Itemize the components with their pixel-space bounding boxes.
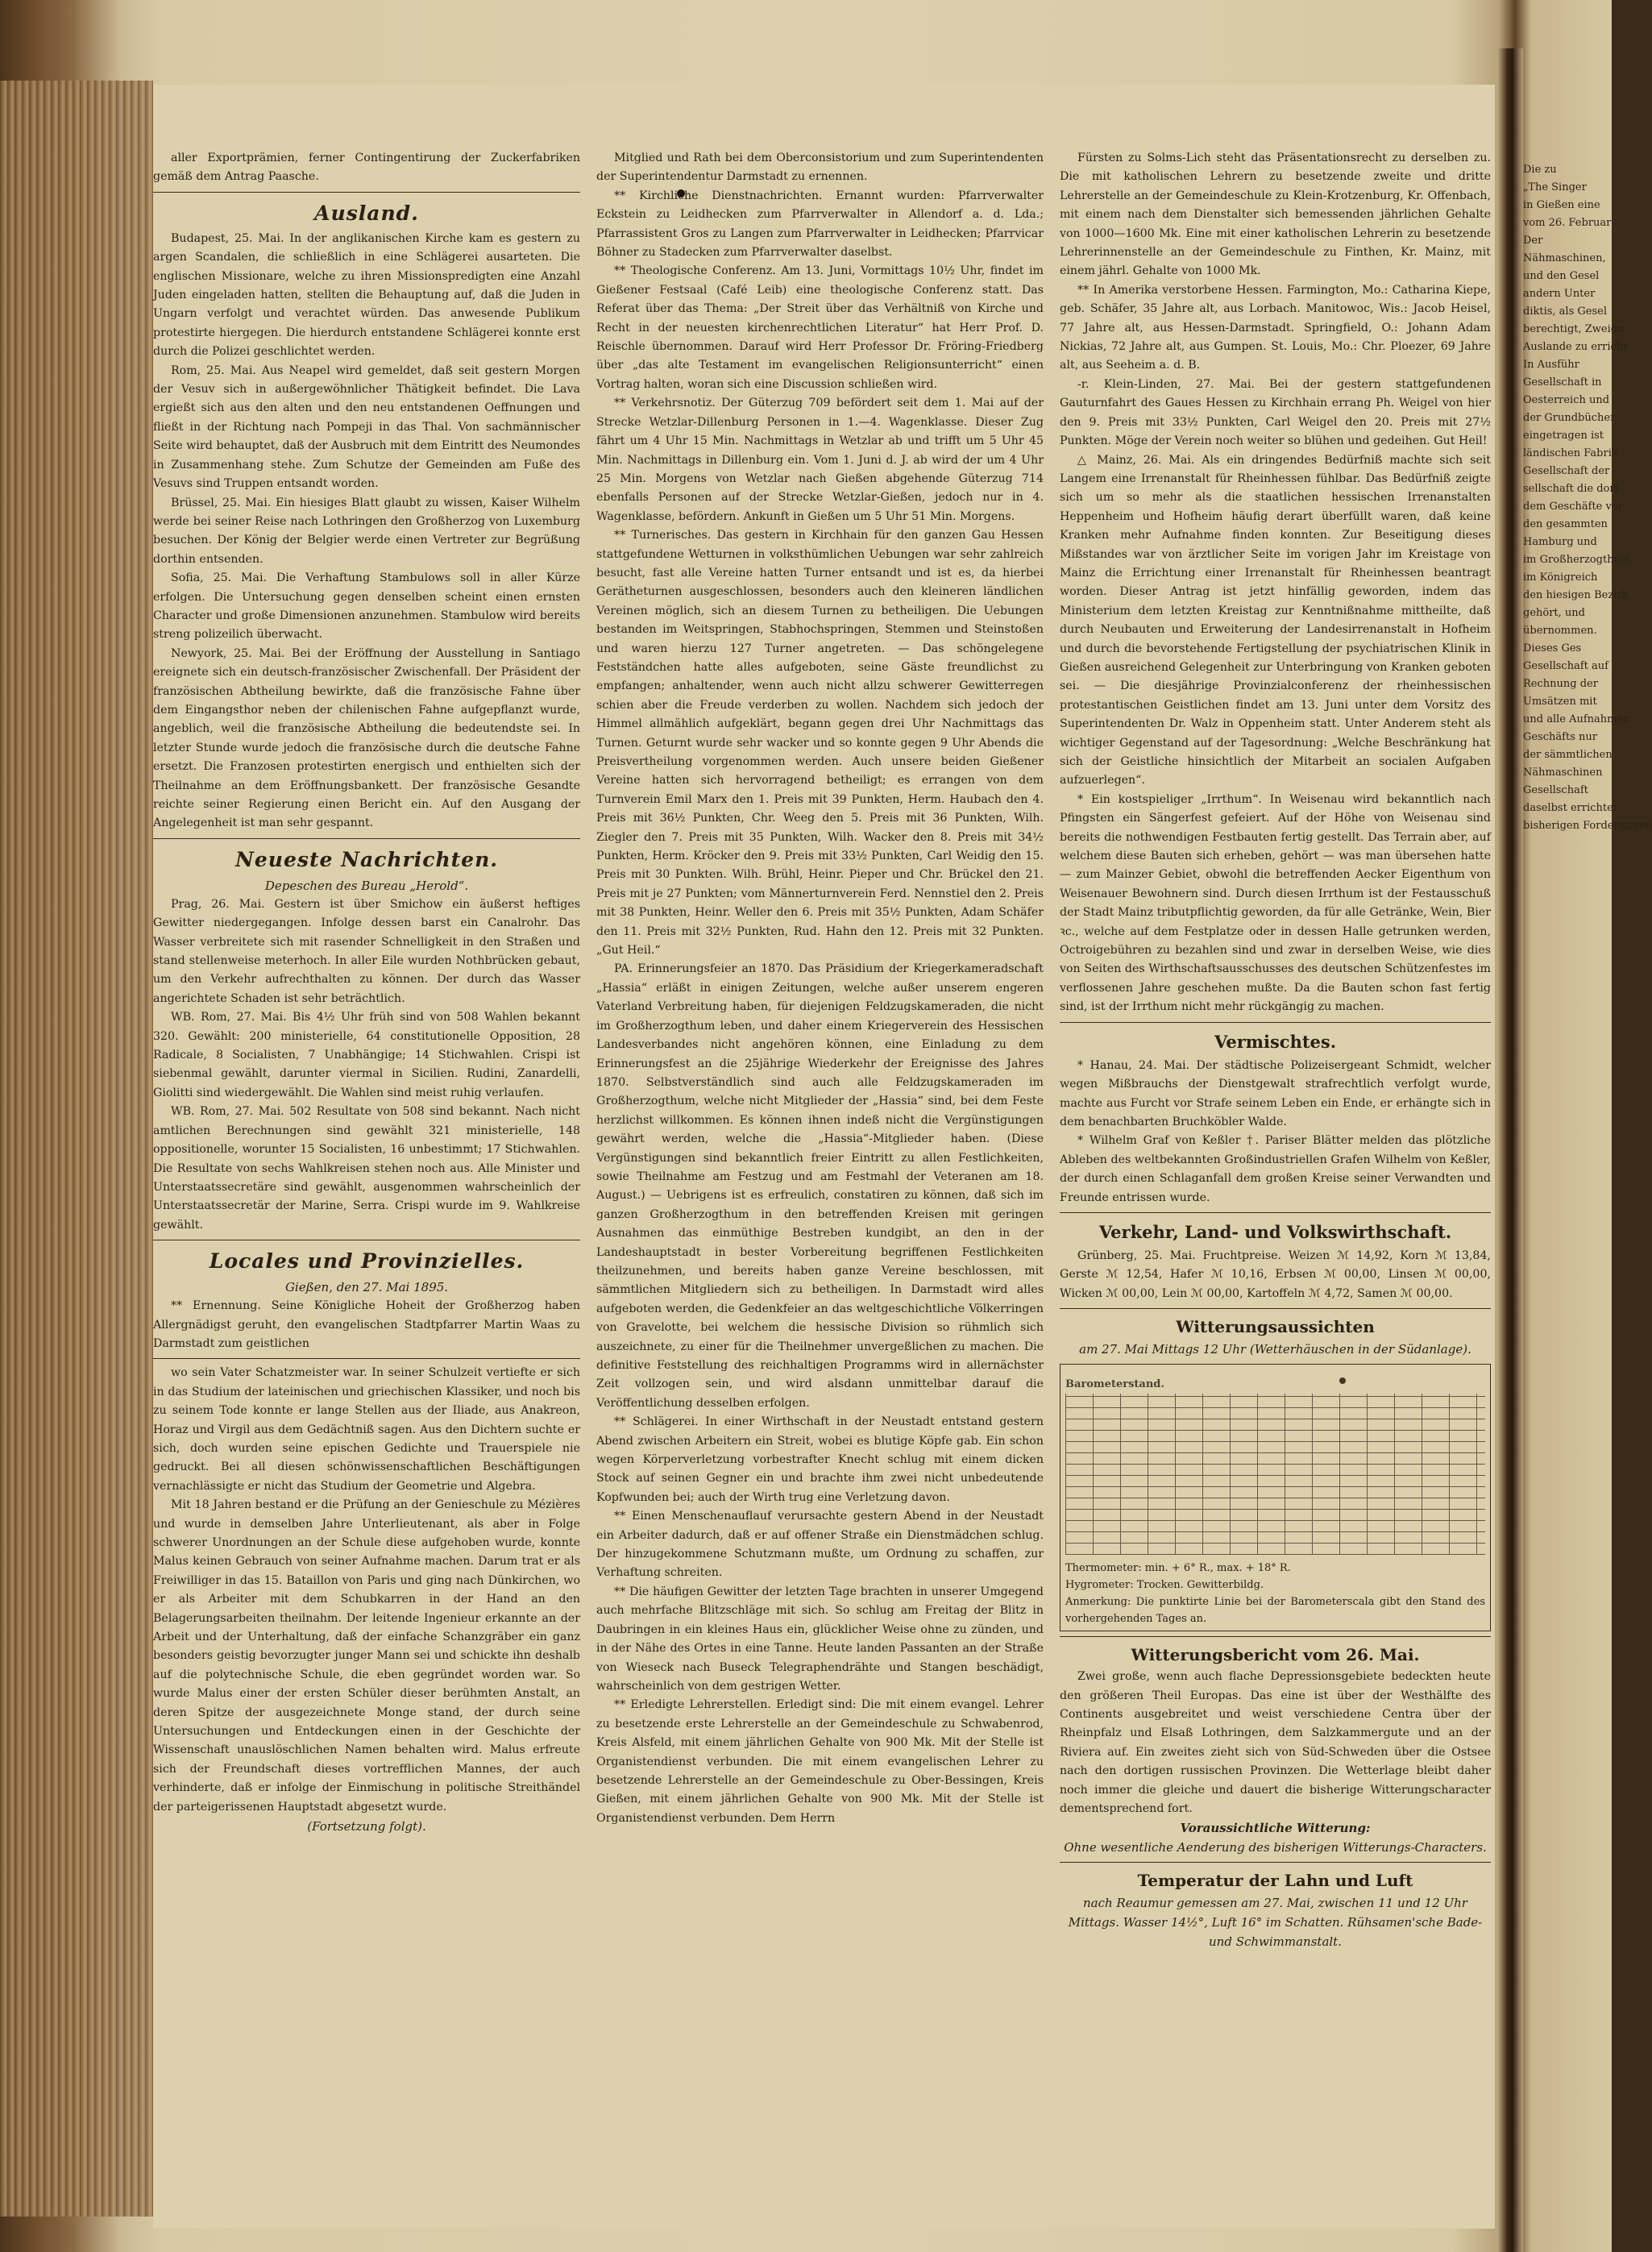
article-paragraph: ** Theologische Conferenz. Am 13. Juni, Vormittags 10½ Uhr, findet im Gießener Festsaal (Café Leib) eine theologische Conferenz statt. Das Referat über das Thema: „Der Streit über das Verhältniß von Kirche und Recht in der neuesten kirchenrechtlichen Literatur“ hat Herr Prof. D. Reischle übernommen. Darauf wird Herr Professor Dr. Fröring-Friedberg über „das alte Testament im evangelischen Religionsunterricht“ einen Vortrag halten, woran sich eine Discussion schließen wird. — [596, 264, 1044, 391]
adjacent-page-strip — [1523, 161, 1652, 2096]
regional-news-articles — [1060, 149, 1491, 1017]
article-paragraph: Newyork, 25. Mai. Bei der Eröffnung der Ausstellung in Santiago ereignete sich ein deutsch-französischer Zwischenfall. Der Präsident der französischen Abtheilung bewirkte, daß die französische Fahne über dem Eingangsthor neben der chilenischen Fahne aufgepflanzt wurde, angeblich, weil die französische Abtheilung die bedeutendste sei. In letzter Stunde wurde jedoch die französische durch die deutsche Fahne ersetzt. Die Franzosen protestirten energisch und enthielten sich der Theilnahme an dem Eröffnungsbankett. Der französische Gesandte reichte seiner Regierung einen Bericht ein. Auf den Ausgang der Angelegenheit ist man sehr gespannt. — [153, 646, 580, 830]
adjacent-page-line: übernommen. — [1523, 625, 1597, 637]
article-paragraph: Prag, 26. Mai. Gestern ist über Smichow ein äußerst heftiges Gewitter niedergegangen. Infolge dessen barst ein Canalrohr. Das Wasser verbreitete sich mit rasender Schnelligkeit in den Straßen und stand stellenweise meterhoch. In aller Eile wurden Nothbrücken gebaut, um den Verkehr aufrechthalten zu können. Der durch das Wasser angerichtete Schaden ist sehr beträchtlich. — [153, 897, 580, 1005]
weather-forecast-title: Witterungsaussichten — [1176, 1317, 1375, 1337]
barometer-note: Anmerkung: Die punktirte Linie bei der Barometerscala gibt den Stand des vorhergehenden Tages an. — [1065, 1596, 1485, 1626]
adjacent-page-line: Rechnung der — [1523, 678, 1598, 690]
article-paragraph: ** In Amerika verstorbene Hessen. Farmington, Mo.: Catharina Kiepe, geb. Schäfer, 35 Jahre alt, aus Lorbach. Manitowoc, Wis.: Jacob Heisel, 77 Jahre alt, aus Hessen-Darmstadt. Springfield, O.: Johann Adam Nickias, 72 Jahre alt, aus Gumpen. St. Louis, Mo.: Chr. Ploezer, 69 Jahre alt, aus Seeheim a. d. B. — [1060, 283, 1491, 372]
temperature-title: Temperatur der Lahn und Luft — [1137, 1871, 1413, 1891]
column-2 — [596, 149, 1044, 2221]
book-binding-edge — [0, 81, 153, 2217]
weather-report-text: Zwei große, wenn auch flache Depressionsgebiete bedeckten heute den größeren Theil Europas. Das eine ist über der Westhälfte des Continents ausgebreitet und weist verschiedene Centra über der Rheinpfalz und Elsaß Lothringen, dem Salzkammergute und an der Riviera auf. Ein zweites zieht sich von Süd-Schweden über die Ostsee nach den dortigen russischen Provinzen. Die Wetterlage bleibt daher noch immer die gleiche und dauert die bisherige Witterungscharacter dementsprechend fort. — [1060, 1670, 1491, 1815]
section-subtitle-neueste: Depeschen des Bureau „Herold“. — [264, 878, 469, 893]
vermischtes-articles — [1060, 1057, 1491, 1207]
adjacent-page-line: und den Gesel — [1523, 270, 1600, 282]
feuilleton-articles — [153, 1364, 580, 1817]
barometer-box — [1060, 1364, 1491, 1631]
section-title-neueste: Neueste Nachrichten. — [235, 847, 498, 871]
article-paragraph: ** Einen Menschenauflauf verursachte gestern Abend in der Neustadt ein Arbeiter dadurch, daß er auf offener Straße ein Dienstmädchen schlug. Der hinzugekommene Schutzmann mußte, um Ordnung zu schaffen, zur Verhaftung schreiten. — [596, 1510, 1044, 1580]
adjacent-page-line: berechtigt, Zweign — [1523, 323, 1625, 335]
adjacent-page-line: der sämmtlichen — [1523, 749, 1613, 761]
adjacent-page-line: daselbst errichtet — [1523, 802, 1618, 814]
divider — [1060, 1212, 1491, 1213]
article-paragraph: Brüssel, 25. Mai. Ein hiesiges Blatt glaubt zu wissen, Kaiser Wilhelm werde bei seiner Reise nach Lothringen den Großherzog von Luxemburg besuchen. Der König der Belgier werde einen Vertreter zur Begrüßung dorthin entsenden. — [153, 496, 580, 566]
adjacent-page-line: Gesellschaft auf — [1523, 660, 1608, 672]
article-paragraph: Mit 18 Jahren bestand er die Prüfung an der Genieschule zu Mézières und wurde in demselben Jahre Unterlieutenant, als aber in Folge schwerer Unordnungen an der Schule diese aufgehoben wurde, konnte Malus keinen Gebrauch von seiner Aufnahme machen. Darum trat er als Freiwilliger in das 15. Bataillon von Paris und ging nach Dünkirchen, wo er als Arbeiter mit dem Schubkarren in der Hand an den Belagerungsarbeiten theilnahm. Der leitende Ingenieur erkannte an der Arbeit und der Unterhaltung, daß der einfache Schanzgräber ein ganz besonders geistig bevorzugter junger Mann sei und schickte ihn deshalb auf die polytechnische Schule, die eben gegründet worden war. So wurde Malus einer der ersten Schüler dieser berühmten Anstalt, an deren Spitze der ausgezeichnete Monge stand, der durch seine Untersuchungen und Entdeckungen einen in der Geschichte der Wissenschaft unauslöschlichen Namen behalten wird. Malus erfreute sich der Freundschaft dieses vortrefflichen Mannes, der auch verhinderte, daß er infolge der Einmischung in politische Streithändel der parteigerissenen Hauptstadt abgesetzt wurde. — [153, 1498, 580, 1814]
newspaper-page — [153, 85, 1495, 2229]
article-paragraph: Sofia, 25. Mai. Die Verhaftung Stambulows soll in aller Kürze erfolgen. Die Untersuchung gegen denselben scheint einen ernsten Character und große Dimensionen anzunehmen. Stambulow wird bereits streng polizeilich überwacht. — [153, 571, 580, 642]
article-paragraph: * Wilhelm Graf von Keßler †. Pariser Blätter melden das plötzliche Ableben des weltbekannten Großindustriellen Grafen Wilhelm von Keßler, der durch einen Schlaganfall dem großen Kreise seiner Verwandten und Freunde entrissen wurde. — [1060, 1134, 1491, 1204]
section-title-verkehr: Verkehr, Land- und Volkswirthschaft. — [1098, 1221, 1452, 1242]
temperature-text: nach Reaumur gemessen am 27. Mai, zwischen 11 und 12 Uhr Mittags. Wasser 14½°, Luft 16° im Schatten. Rühsamen'sche Bade- und Schwimmanstalt. — [1068, 1896, 1483, 1950]
adjacent-page-line: In Ausführ — [1523, 359, 1579, 371]
article-paragraph: Fürsten zu Solms-Lich steht das Präsentationsrecht zu derselben zu. Die mit katholischen Lehrern zu besetzende zweite und dritte Lehrerstelle an der Gemeindeschule zu Klein-Krotzenburg, Kr. Offenbach, mit einem nach dem Dienstalter sich bemessenden jährlichen Gehalte von 1000—1600 Mk. Eine mit einer katholischen Lehrerin zu besetzende Lehrerinnenstelle an der Gemeindeschule zu Finthen, Kr. Mainz, mit einem jährl. Gehalte von 1000 Mk. — [1060, 152, 1491, 278]
adjacent-page-line: Geschäfts nur — [1523, 731, 1597, 743]
adjacent-page-line: den hiesigen Bezirk — [1523, 589, 1629, 601]
intro-paragraph: aller Exportprämien, ferner Contingentirung der Zuckerfabriken gemäß dem Antrag Paasche. — [153, 152, 580, 184]
adjacent-page-line: Nähmaschinen — [1523, 767, 1603, 779]
continuation-note: (Fortsetzung folgt). — [307, 1819, 426, 1834]
local-news-articles — [596, 149, 1044, 1828]
adjacent-page-line: sellschaft die dort — [1523, 483, 1619, 495]
divider — [1060, 1022, 1491, 1023]
article-paragraph: Mitglied und Rath bei dem Oberconsistorium und zum Superintendenten der Superintendentur Darmstadt zu ernennen. — [596, 152, 1044, 184]
divider — [153, 192, 580, 193]
adjacent-page-line: Gesellschaft in — [1523, 376, 1602, 388]
adjacent-page-line: im Königreich — [1523, 571, 1598, 584]
adjacent-page-line: eingetragen ist — [1523, 430, 1604, 442]
weather-report-title: Witterungsbericht vom 26. Mai. — [1131, 1645, 1420, 1665]
barometer-chart — [1065, 1378, 1485, 1555]
article-paragraph: Rom, 25. Mai. Aus Neapel wird gemeldet, daß seit gestern Morgen der Vesuv sich in außergewöhnlicher Thätigkeit befindet. Die Lava ergießt sich aus den alten und den neu entstandenen Oeffnungen und fließt in der Richtung nach Pompeji in das Thal. Von sachmännischer Seite wird behauptet, daß der Ausbruch mit dem Eintritt des Neumondes in Zusammenhang stehe. Zum Schutze der Gemeinden am Fuße des Vesuvs sind Truppen entsandt worden. — [153, 364, 580, 491]
article-paragraph: ** Schlägerei. In einer Wirthschaft in der Neustadt entstand gestern Abend zwischen Arbeitern ein Streit, wobei es blutige Köpfe gab. Ein schon wegen Körperverletzung vorbestrafter Knecht schlug mit einem dicken Stock auf seinen Gegner ein und brachte ihm zwei nicht unbedeutende Kopfwunden bei; auch der Wirth trug eine Verletzung davon. — [596, 1415, 1044, 1504]
adjacent-page-line: Umsätzen mit — [1523, 696, 1597, 708]
article-paragraph: ** Verkehrsnotiz. Der Güterzug 709 befördert seit dem 1. Mai auf der Strecke Wetzlar-Dillenburg Personen in 1.—4. Wagenklasse. Dieser Zug fährt um 4 Uhr 15 Min. Nachmittags in Wetzlar ab und trifft um 5 Uhr 45 Min. Nachmittags in Dillenburg ein. Vom 1. Juni d. J. ab wird der um 4 Uhr 25 Min. Morgens von Wetzlar nach Gießen abgehende Güterzug 714 ebenfalls Personen auf der Strecke Wetzlar-Gießen, jedoch nur in 4. Wagenklasse, befördern. Ankunft in Gießen um 5 Uhr 51 Min. Morgens. — [596, 397, 1044, 523]
section-title-ausland: Ausland. — [314, 201, 419, 225]
adjacent-page-line: dem Geschäfte vor — [1523, 501, 1623, 513]
article-paragraph: Budapest, 25. Mai. In der anglikanischen Kirche kam es gestern zu argen Scandalen, die schließlich in eine Schlägerei ausarteten. Die englischen Missionare, welche zu ihren Missionspredigten eine Anzahl Juden eingeladen hatten, stellten die Behauptung auf, daß die Juden in Ungarn verfolgt und verachtet würden. Das anwesende Publikum protestirte hiergegen. Die hierdurch entstandene Schlägerei konnte erst durch die Polizei geschlichtet werden. — [153, 231, 580, 359]
column-3 — [1060, 149, 1491, 2221]
grain-prices: Grünberg, 25. Mai. Fruchtpreise. Weizen ℳ 14,92, Korn ℳ 13,84, Gerste ℳ 12,54, Hafer ℳ 10,16, Erbsen ℳ 00,00, Linsen ℳ 00,00, Wicken ℳ 00,00, Lein ℳ 00,00, Kartoffeln ℳ 4,72, Samen ℳ 00,00. — [1060, 1249, 1491, 1300]
expected-weather-title: Voraussichtliche Witterung: — [1180, 1821, 1371, 1836]
article-paragraph: * Ein kostspieliger „Irrthum“. In Weisenau wird bekanntlich nach Pfingsten ein Sängerfest gefeiert. Auf der Höhe von Weisenau sind bereits die nothwendigen Festbauten fertig gestellt. Das Terrain aber, auf welchem diese Bauten sich erheben, gehört — was man übersehen hatte — zum Mainzer Gebiet, obwohl die betreffenden Aecker Eigenthum von Weisenauer Bewohnern sind. Durch diesen Irrthum ist der Festausschuß der Stadt Mainz tributpflichtig geworden, da für alle Getränke, Wein, Bier ꝛc., welche auf dem Festplatze oder in dessen Halle getrunken werden, Octroigebühren zu bezahlen sind und zwar in derselben Weise, wie dies von Seiten des Wirthschaftsausschusses des deutschen Schützenfestes im verflossenen Jahre geschehen mußte. Da die Bauten schon fast fertig sind, ist der Irrthum nicht mehr rückgängig zu machen. — [1060, 792, 1491, 1014]
section-subtitle-locales: Gießen, den 27. Mai 1895. — [284, 1280, 449, 1295]
adjacent-page-line: Oesterreich und — [1523, 394, 1610, 406]
article-paragraph: ** Ernennung. Seine Königliche Hoheit der Großherzog haben Allergnädigst geruht, den evangelischen Stadtpfarrer Martin Waas zu Darmstadt zum geistlichen — [153, 1299, 580, 1350]
hygrometer-reading: Hygrometer: Trocken. Gewitterbildg. — [1065, 1579, 1264, 1592]
adjacent-page-line: Auslande zu erricht — [1523, 341, 1628, 353]
article-paragraph: * Hanau, 24. Mai. Der städtische Polizeisergeant Schmidt, welcher wegen Mißbrauchs der Dienstgewalt strafrechtlich verfolgt wurde, machte aus Furcht vor Strafe seinem Leben ein Ende, er erhängte sich in dem benachbarten Bruchköbler Walde. — [1060, 1058, 1491, 1128]
article-paragraph: ** Erledigte Lehrerstellen. Erledigt sind: Die mit einem evangel. Lehrer zu besetzende erste Lehrerstelle an der Gemeindeschule zu Schwabenrod, Kreis Alsfeld, mit einem jährlichen Gehalte von 900 Mk. Mit der Stelle ist Organistendienst verbunden. Die mit einem evangelischen Lehrer zu besetzende Lehrerstelle an der Gemeindeschule zu Ober-Bessingen, Kreis Gießen, mit einem jährlichen Gehalte von 900 Mk. Mit der Stelle ist Organistendienst verbunden. Dem Herrn — [596, 1698, 1044, 1825]
adjacent-page-line: Dieses Ges — [1523, 642, 1582, 654]
adjacent-page-line: in Gießen eine — [1523, 199, 1600, 211]
page-gutter — [1497, 48, 1523, 2252]
adjacent-page-line: andern Unter — [1523, 288, 1596, 300]
article-paragraph: WB. Rom, 27. Mai. Bis 4½ Uhr früh sind von 508 Wahlen bekannt 320. Gewählt: 200 ministerielle, 64 constitutionelle Opposition, 28 Radicale, 8 Socialisten, 7 Unabhängige; 14 Stichwahlen. Crispi ist siebenmal gewählt, darunter viermal in Sicilien. Rudini, Zanardelli, Giolitti sind wiedergewählt. Die Wahlen sind meist ruhig verlaufen. — [153, 1011, 580, 1099]
divider — [1060, 1862, 1491, 1863]
adjacent-page-line: diktis, als Gesel — [1523, 305, 1607, 318]
column-1 — [153, 149, 580, 2221]
weather-forecast-subtitle: am 27. Mai Mittags 12 Uhr (Wetterhäuschen in der Südanlage). — [1079, 1342, 1471, 1357]
divider — [1060, 1636, 1491, 1637]
adjacent-page-line: ländischen Fabrik — [1523, 447, 1618, 459]
ausland-articles — [153, 230, 580, 833]
adjacent-page-line: Der — [1523, 235, 1543, 247]
adjacent-page-line: den gesammten — [1523, 518, 1608, 530]
adjacent-page-line: im Großherzogthum — [1523, 554, 1631, 566]
adjacent-page-line: Hamburg und — [1523, 536, 1597, 548]
adjacent-page-line: „The Singer — [1523, 181, 1587, 193]
article-paragraph: -r. Klein-Linden, 27. Mai. Bei der gestern stattgefundenen Gauturnfahrt des Gaues Hessen zu Kirchhain errang Ph. Weigel von hier den 9. Preis mit 33½ Punkten, Carl Weigel den 20. Preis mit 27½ Punkten. Möge der Verein noch weiter so blühen und gedeihen. Gut Heil! — [1060, 377, 1491, 448]
article-paragraph: △ Mainz, 26. Mai. Als ein dringendes Bedürfniß machte sich seit Langem eine Irrenanstalt für Rheinhessen fühlbar. Das Bedürfniß zeigte sich um so mehr als die staatlichen hessischen Irrenanstalten Heppenheim und Hofheim häufig derart überfüllt waren, daß keine Kranken mehr Aufnahme finden konnten. Zur Beseitigung dieses Mißstandes war von ärztlicher Seite im vorigen Jahr im Kreistage von Mainz die Errichtung einer Irrenanstalt für Rheinhessen beantragt worden. Dieser Antrag ist jetzt hinfällig geworden, indem das Ministerium dem letzten Kreistag zur Kenntnißnahme mittheilte, daß durch Neubauten und Erweiterung der Landesirrenanstalt in Hofheim und durch die bevorstehende Fertigstellung der psychiatrischen Klinik in Gießen ausreichend Gelegenheit zur Unterbringung von Kranken geboten sei. — Die diesjährige Provinzialconferenz der rheinhessischen protestantischen Geistlichen findet am 13. Juni unter dem Vorsitz des Superintendenten Dr. Walz in Oppenheim statt. Unter Anderem steht als wichtiger Gegenstand auf der Tagesordnung: „Welche Beschränkung hat sich der Geistliche hinsichtlich der Mitarbeit an socialen Aufgaben aufzuerlegen“. — [1060, 453, 1491, 787]
neueste-articles — [153, 895, 580, 1235]
barometer-label: Barometerstand. — [1065, 1376, 1164, 1393]
article-paragraph: ** Kirchliche Dienstnachrichten. Ernannt wurden: Pfarrverwalter Eckstein zu Leidhecken zum Pfarrverwalter in Allendorf a. d. Lda.; Pfarrassistent Gros zu Langen zum Pfarrverwalter in Leidhecken; Pfarrvicar Böhner zu Stadecken zum Pfarrverwalter daselbst. — [596, 189, 1044, 260]
article-paragraph: ** Turnerisches. Das gestern in Kirchhain für den ganzen Gau Hessen stattgefundene Wetturnen in volksthümlichen Uebungen war sehr zahlreich besucht, fast alle Vereine hatten Turner entsandt und ist es, da hierbei Gerätheturnen ausgeschlossen, besonders auch den kleineren ländlichen Vereinen möglich, sich an diesem Turnen zu betheiligen. Die Uebungen bestanden im Weitspringen, Stabhochspringen, Stemmen und Steinstoßen und waren hierzu 127 Turner angetreten. — Das schöngelegene Festständchen hatte alles aufgeboten, seine Gäste freundlichst zu empfangen; anhaltender, wenn auch nicht allzu schwerer Gewitterregen schien aber die Freude verderben zu wollen. Nachdem sich jedoch der Himmel allmählich aufgeklärt, begann gegen drei Uhr Nachmittags das Turnen. Geturnt wurde sehr wacker und so konnte gegen 9 Uhr Abends die Preisvertheilung vorgenommen werden. Auch unsere beiden Gießener Vereine hatten sich hervorragend betheiligt; es errangen von dem Turnverein Emil Marx den 1. Preis mit 39 Punkten, Herm. Haubach den 4. Preis mit 36½ Punkten, Chr. Weeg den 5. Preis mit 36 Punkten, Wilh. Ziegler den 7. Preis mit 35 Punkten, Wilh. Wacker den 8. Preis mit 34½ Punkten, Herm. Kröcker den 9. Preis mit 33½ Punkten, Carl Weidig den 15. Preis mit 30 Punkten. Wilh. Brühl, Heinr. Pieper und Chr. Brückel den 21. Preis mit je 27 Punkten; vom Männerturnverein Ferd. Nennstiel den 2. Preis mit 38 Punkten, Heinr. Weller den 6. Preis mit 35½ Punkten, Adam Schäfer den 11. Preis mit 32½ Punkten, Rud. Hahn den 12. Preis mit 32 Punkten. „Gut Heil.“ — [596, 529, 1044, 958]
divider — [153, 838, 580, 839]
adjacent-page-line: Gesellschaft der — [1523, 465, 1610, 477]
adjacent-page-line: gehört, und — [1523, 607, 1585, 619]
divider — [1060, 1308, 1491, 1309]
adjacent-page-line: Die zu — [1523, 164, 1557, 176]
adjacent-page-line: der Grundbücher — [1523, 412, 1616, 424]
article-paragraph: ** Die häufigen Gewitter der letzten Tage brachten in unserer Umgegend auch mehrfache Blitzschläge mit sich. So schlug am Freitag der Blitz in Daubringen in ein kleines Haus ein, glücklicher Weise ohne zu zünden, und in der Nähe des Ortes in eine Tanne. Heute landen Passanten an der Straße von Wieseck nach Buseck Telegraphendrähte und Stangen beschädigt, wahrscheinlich von dem gestrigen Wetter. — [596, 1585, 1044, 1693]
section-title-locales: Locales und Provinzielles. — [209, 1249, 525, 1274]
article-paragraph: wo sein Vater Schatzmeister war. In seiner Schulzeit vertiefte er sich in das Studium der lateinischen und griechischen Klassiker, und noch bis zu seinem Tode konnte er lange Stellen aus der Iliade, aus Anakreon, Horaz und Virgil aus dem Gedächtniß sagen. Aus den Dichtern suchte er sich, doch wurden seine epischen Gedichte und Trauerspiele nie gedruckt. Bei all diesen schönwissenschaftlichen Beschäftigungen vernachlässigte er nicht das Studium der Geometrie und Algebra. — [153, 1366, 580, 1493]
section-title-vermischtes: Vermischtes. — [1214, 1031, 1337, 1052]
adjacent-page-line: bisherigen Forderungen — [1523, 820, 1652, 832]
article-paragraph: PA. Erinnerungsfeier an 1870. Das Präsidium der Kriegerkameradschaft „Hassia“ erläßt in einigen Zeitungen, welche außer unserem engeren Vaterland Verbreitung haben, für diejenigen Feldzugskameraden, die nicht im Großherzogthum leben, und daher einem Kriegerverein des Hessischen Landesverbandes nicht angehören können, eine Einladung zu dem Erinnerungsfest an die 25jährige Wiederkehr der Ereignisse des Jahres 1870. Selbstverständlich sind auch alle Feldzugskameraden im Großherzogthum, welche nicht Mitglieder der „Hassia“ sind, bei dem Feste herzlichst willkommen. Es können ihnen indeß nicht die Vergünstigungen gewährt werden, welche die „Hassia“-Mitglieder haben. (Diese Vergünstigungen sind bekanntlich freier Eintritt zu allen Festlichkeiten, sowie Theilnahme am Festzug und am Festmahl der Veteranen am 18. August.) — Uebrigens ist es erfreulich, constatiren zu können, daß sich im ganzen Großherzogthum in den betreffenden Kreisen mit geringen Ausnahmen das einmüthige Bestreben kundgibt, an den in der Landeshauptstadt in bester Vorbereitung begriffenen Festlichkeiten theilzunehmen, und bereits haben ganze Vereine beschlossen, mit sämmtlichen Mitgliedern sich zu betheiligen. In Darmstadt wird alles aufgeboten werden, die Gedenkfeier an das weltgeschichtliche Völkerringen von Gravelotte, bei welchem die hessische Division so rühmlich sich auszeichnete, zu einer für die Theilnehmer unvergeßlichen zu machen. Die definitive Feststellung des reichhaltigen Programms wird in allernächster Zeit vollzogen sein, und wird alsdann unmittelbar darauf die Veröffentlichung desselben erfolgen. — [596, 962, 1044, 1410]
adjacent-page-line: Gesellschaft — [1523, 784, 1588, 796]
locales-articles — [153, 1297, 580, 1353]
expected-weather-text: Ohne wesentliche Aenderung des bisherigen Witterungs-Characters. — [1064, 1840, 1487, 1855]
adjacent-page-line: und alle Aufnahmen — [1523, 713, 1630, 725]
thermometer-reading: Thermometer: min. + 6° R., max. + 18° R. — [1065, 1562, 1291, 1575]
article-paragraph: WB. Rom, 27. Mai. 502 Resultate von 508 sind bekannt. Nach nicht amtlichen Berechnungen sind gewählt 321 ministerielle, 148 oppositionelle, worunter 15 Socialisten, 16 unbestimmt; 17 Stichwahlen. Die Resultate von sechs Wahlkreisen stehen noch aus. Alle Minister und Unterstaatssecretäre sind gewählt, ausgenommen wahrscheinlich der Unterstaatssecretär der Marine, Serra. Crispi wurde im 9. Wahlkreise gewählt. — [153, 1105, 580, 1232]
divider — [153, 1358, 580, 1359]
adjacent-page-line: vom 26. Februar — [1523, 217, 1612, 229]
adjacent-page-line: Nähmaschinen, — [1523, 252, 1606, 264]
